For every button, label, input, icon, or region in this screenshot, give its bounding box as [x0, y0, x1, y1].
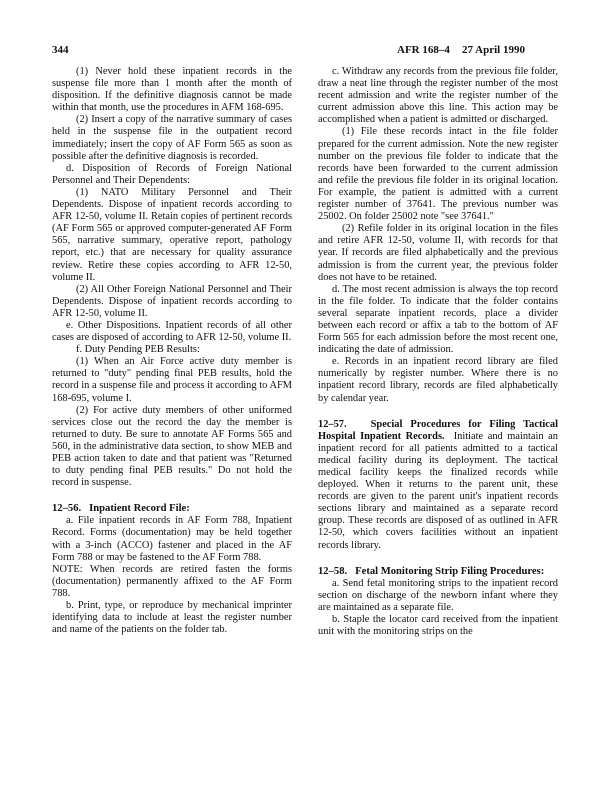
paragraph-d1: (1) NATO Military Personnel and Their Dependents. Dispose of inpatient records according to AFR 12-50, volume II. Retain copies of pertinent records (AF Form 565 or approved computer-generated AF Form 565, narrative summary, operative report, pathology report, etc.) that are necessary for quality assurance review. Retire these copies according to AFR 12-50, volume II. — [52, 186, 292, 283]
paragraph-e: e. Records in an inpatient record library are filed numerically by register number. Where there is no inpatient record library, records are filed alphabetically by calendar year. — [318, 356, 558, 404]
section-number: 12–58. — [318, 565, 348, 577]
section-title: Fetal Monitoring Strip Filing Procedures: — [355, 565, 545, 577]
section-number: 12–57. — [318, 418, 347, 430]
paragraph-f1: (1) When an Air Force active duty member is returned to "duty" pending final PEB results, hold the record in a suspense file and process it according to AFM 168-695, volume I. — [52, 356, 292, 404]
page-number: 344 — [52, 44, 69, 56]
section-body: Initiate and maintain an inpatient record for all patients admitted to a tactical medical facility during its deployment. The tactical medical facility keeps the finalized records while deployed. When it returns to the parent unit, these records are given to the parent unit's inpatient records sections library and maintained as a separate record group. These records are disposed of as outlined in AFR 12-50, which covers facilities without an inpatient records library. — [318, 430, 558, 551]
section-heading-12-56 — [52, 503, 292, 515]
paragraph-f: f. Duty Pending PEB Results: — [76, 344, 200, 356]
paragraph-d: d. Disposition of Records of Foreign National Personnel and Their Dependents: — [52, 162, 292, 186]
document-id: AFR 168–4 — [397, 44, 450, 56]
paragraph-12-56-b: b. Print, type, or reproduce by mechanical imprinter identifying data to include at least the register number and name of the patients on the folder tab. — [52, 600, 292, 636]
paragraph-e: e. Other Dispositions. Inpatient records of all other cases are disposed of according to AFR 12-50, volume II. — [52, 319, 292, 344]
paragraph-c1: (1) Never hold these inpatient records in the suspense file more than 1 month after the month of disposition. If the definitive diagnosis cannot be made within that month, use the procedures in AFM 168-695. — [52, 66, 292, 114]
section-title: Inpatient Record File: — [89, 503, 190, 515]
page-header — [52, 44, 560, 58]
paragraph-c: c. Withdraw any records from the previous file folder, draw a neat line through the register number of the most recent admission and write the register number of the current admission above this line. This action may be accomplished when a patient is admitted or discharged. — [318, 66, 558, 126]
paragraph-12-56-a: a. File inpatient records in AF Form 788, Inpatient Record. Forms (documentation) may be held together with a 3-inch (ACCO) fastener and placed in the AF Form 788 or may be fastened to the AF Form 788. — [52, 515, 292, 563]
paragraph-12-58-a: a. Send fetal monitoring strips to the inpatient record section on discharge of the newborn infant where they are maintained as a separate file. — [318, 577, 558, 613]
left-column — [52, 66, 292, 636]
right-column — [318, 66, 558, 638]
section-12-57 — [318, 419, 558, 552]
paragraph-c2: (2) Refile folder in its original location in the files and retire AFR 12-50, volume II, with records for that year. If records are filed alphabetically and the previous admission is from the current year, the previous folder does not have to be retained. — [318, 223, 558, 283]
paragraph-f2: (2) For active duty members of other uniformed services close out the record the day the member is returned to duty. Be sure to annotate AF Forms 565 and 560, in the administrative data section, to show MEB and PEB action taken to date and that patient was "Returned to duty pending final PEB results." Do not hold the record in suspense. — [52, 404, 292, 489]
paragraph-c2: (2) Insert a copy of the narrative summary of cases held in the suspense file in the outpatient record immediately; insert the copy of AF Form 565 as soon as possible after the definitive diagnosis is recorded. — [52, 114, 292, 162]
section-number: 12–56. — [52, 503, 82, 515]
note-paragraph: NOTE: When records are retired fasten the forms (documentation) permanently affixed to the AF Form 788. — [52, 563, 292, 599]
paragraph-12-58-b: b. Staple the locator card received from the inpatient unit with the monitoring strips on the — [318, 614, 558, 638]
section-title: Special Procedures for Filing Tactical Hospital Inpatient Records. — [318, 418, 558, 442]
paragraph-c1: (1) File these records intact in the file folder prepared for the current admission. Note the new register number on the previous file folder to indicate that the records have been forwarded to the current admission and refile the previous file folder in its original location. For example, the patient is admitted with a current register number of 37641. The previous number was 25002. On folder 25002 note "see 37641." — [318, 126, 558, 223]
section-heading-12-58 — [318, 566, 558, 578]
paragraph-d: d. The most recent admission is always the top record in the file folder. To indicate that the folder contains several separate inpatient records, place a divider between each record or affix a tab to the bottom of AF Form 565 for each admission before the most recent one, indicating the date of admission. — [318, 283, 558, 356]
document-date: 27 April 1990 — [462, 44, 525, 56]
paragraph-d2: (2) All Other Foreign National Personnel and Their Dependents. Dispose of inpatient records according to AFR 12-50, volume II. — [52, 283, 292, 319]
